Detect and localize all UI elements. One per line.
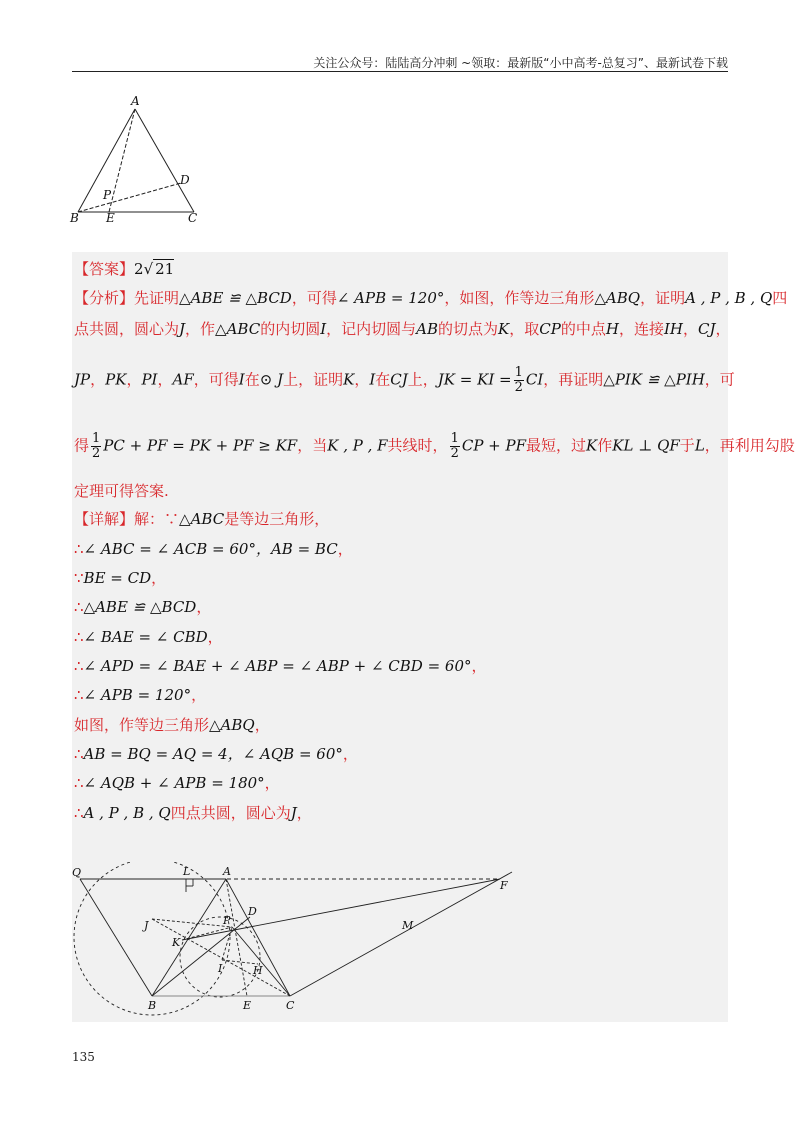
math: K , P , F (327, 436, 388, 455)
text: 解：∵ (134, 510, 180, 528)
text: 得 (74, 436, 90, 455)
text: ， (296, 804, 312, 822)
fig2-label-f: F (500, 879, 508, 892)
fig1-label-e: E (106, 211, 115, 225)
analysis-line-4 (74, 432, 795, 461)
text: 的切点为 (438, 320, 499, 338)
math: JP (74, 370, 91, 389)
analysis-line-5: 定理可得答案. (74, 482, 169, 500)
fig2-label-p: P (223, 914, 231, 927)
fig2-label-j: J (144, 919, 149, 932)
text: 于 (679, 436, 695, 455)
triangle-figure (66, 92, 206, 227)
text: ∴ (74, 598, 84, 616)
math: PK (105, 370, 127, 389)
math: I (238, 370, 245, 389)
detail-step-4 (74, 596, 211, 617)
math: J (179, 320, 186, 338)
math: CP (539, 320, 561, 338)
fig2-label-b: B (148, 999, 157, 1012)
text: ， (342, 745, 358, 763)
numerator: 1 (450, 431, 459, 446)
math: △PIK ≌ △PIH (603, 370, 705, 389)
math: JK = KI = (437, 370, 512, 389)
math: △ABQ (594, 289, 641, 307)
fig1-label-p: P (103, 188, 112, 202)
detail-step-11 (74, 802, 312, 823)
fig2-label-m: M (402, 919, 414, 932)
text: ，再证明 (543, 370, 604, 389)
fig2-label-k: K (172, 936, 181, 949)
answer-line (74, 258, 174, 279)
math: KL ⊥ QF (612, 436, 680, 455)
text: 上，证明 (283, 370, 344, 389)
text: ∴ (74, 628, 84, 646)
text: ， (196, 598, 212, 616)
math: AB (416, 320, 439, 338)
detail-step-6 (74, 655, 487, 676)
text: ， (191, 686, 207, 704)
detail-step-3 (74, 567, 166, 588)
text: ，记内切圆与 (326, 320, 417, 338)
text: 的内切圆 (260, 320, 321, 338)
detail-step-5 (74, 626, 223, 647)
text: ∴ (74, 804, 84, 822)
analysis-tag: 【分析】 (74, 289, 135, 307)
math: △ABE ≌ △BCD (83, 598, 197, 616)
detail-step-1 (74, 508, 329, 529)
text: 共线时， (387, 436, 448, 455)
text: 四 (772, 289, 788, 307)
text: ∴ (74, 686, 84, 704)
fig2-label-a: A (223, 865, 231, 878)
math: PI (141, 370, 158, 389)
sqrt-symbol: √ (143, 260, 154, 278)
text: 如图，作等边三角形 (74, 716, 210, 734)
denominator: 2 (514, 380, 523, 395)
math: ⊙ J (259, 370, 284, 389)
text: ， (90, 370, 106, 389)
answer-radicand: 21 (155, 260, 175, 278)
text: 点共圆，圆心为 (74, 320, 180, 338)
text: 作 (597, 436, 613, 455)
text: ， (254, 716, 270, 734)
text: 是等边三角形， (224, 510, 330, 528)
fig2-label-e: E (243, 999, 252, 1012)
text: 在 (375, 370, 391, 389)
text: ，当 (297, 436, 328, 455)
math: K (586, 436, 598, 455)
math: AF (172, 370, 194, 389)
math: CJ (698, 320, 716, 338)
text: ∴ (74, 745, 84, 763)
text: ， (715, 320, 731, 338)
detail-tag: 【详解】 (74, 510, 135, 528)
math: CI (525, 370, 544, 389)
text: ， (471, 657, 487, 675)
math: J (290, 804, 297, 822)
fig2-label-h: H (253, 964, 263, 977)
fig2-label-i: I (218, 962, 223, 975)
math: L (694, 436, 705, 455)
text: ，可 (704, 370, 735, 389)
text: ， (337, 540, 353, 558)
fig1-label-b: B (70, 211, 79, 225)
detail-step-7 (74, 684, 206, 705)
text: ，取 (509, 320, 540, 338)
math: PC + PF = PK + PF ≥ KF (103, 436, 298, 455)
fig1-label-c: C (188, 211, 198, 225)
math: K (343, 370, 355, 389)
text: ，作 (185, 320, 216, 338)
text: 在 (244, 370, 260, 389)
math: ∠ APB = 120° (83, 686, 192, 704)
denominator: 2 (450, 446, 459, 461)
math: ∠ ABC = ∠ ACB = 60°，AB = BC (83, 540, 338, 558)
math: BE = CD (83, 569, 152, 587)
math: ∠ APD = ∠ BAE + ∠ ABP = ∠ ABP + ∠ CBD = 60° (83, 657, 472, 675)
text: ， (207, 628, 223, 646)
math: I (369, 370, 376, 389)
fig2-label-q: Q (72, 866, 82, 879)
fig1-label-d: D (180, 173, 190, 187)
math: CP + PF (461, 436, 527, 455)
math: ∠ APB = 120° (336, 289, 445, 307)
fraction (450, 432, 460, 461)
analysis-line-1 (74, 287, 787, 308)
math: ∠ AQB + ∠ APB = 180° (83, 774, 265, 792)
page-header: 关注公众号：陆陆高分冲刺 ~领取：最新版“小中高考-总复习”、最新试卷下载 (313, 56, 728, 70)
fig2-label-c: C (286, 999, 295, 1012)
analysis-line-2 (74, 318, 731, 339)
text: ，再利用勾股 (704, 436, 795, 455)
fraction (514, 366, 524, 395)
text: 上， (407, 370, 438, 389)
text: ，如图，作等边三角形 (444, 289, 595, 307)
detail-step-8 (74, 714, 270, 735)
text: ， (126, 370, 142, 389)
header-rule (72, 71, 728, 72)
math: AB = BQ = AQ = 4，∠ AQB = 60° (83, 745, 343, 763)
detail-step-10 (74, 772, 280, 793)
text: ， (157, 370, 173, 389)
text: ，可得 (291, 289, 337, 307)
text: ， (683, 320, 699, 338)
text: ， (151, 569, 167, 587)
math: △ABC (215, 320, 261, 338)
text: 先证明 (134, 289, 180, 307)
text: ， (354, 370, 370, 389)
fig2-label-l: L (183, 865, 191, 878)
text: ∴ (74, 774, 84, 792)
text: 的中点 (560, 320, 606, 338)
math: IH (663, 320, 683, 338)
construction-figure (72, 862, 522, 1022)
analysis-line-3 (74, 366, 735, 395)
math: A , P , B , Q (83, 804, 171, 822)
numerator: 1 (92, 431, 101, 446)
math: △ABQ (209, 716, 255, 734)
fraction (91, 432, 101, 461)
text: ∴ (74, 540, 84, 558)
text: 四点共圆，圆心为 (170, 804, 291, 822)
fig2-label-d: D (248, 905, 257, 918)
text: ，连接 (618, 320, 664, 338)
math: K (498, 320, 510, 338)
denominator: 2 (92, 446, 101, 461)
math: H (605, 320, 619, 338)
math: CJ (390, 370, 408, 389)
math: △ABE ≌ △BCD (179, 289, 292, 307)
math: I (320, 320, 327, 338)
answer-coef: 2 (134, 260, 144, 278)
answer-tag: 【答案】 (74, 260, 135, 278)
detail-step-2 (74, 538, 353, 559)
text: ， (264, 774, 280, 792)
text: ∵ (74, 569, 84, 587)
math: A , P , B , Q (685, 289, 773, 307)
text: ，可得 (193, 370, 239, 389)
numerator: 1 (514, 365, 523, 380)
text: ，证明 (640, 289, 686, 307)
page-number: 135 (72, 1050, 95, 1064)
math: ∠ BAE = ∠ CBD (83, 628, 208, 646)
detail-step-9 (74, 743, 358, 764)
fig1-label-a: A (131, 94, 140, 108)
text: 最短，过 (526, 436, 587, 455)
text: ∴ (74, 657, 84, 675)
math: △ABC (179, 510, 225, 528)
